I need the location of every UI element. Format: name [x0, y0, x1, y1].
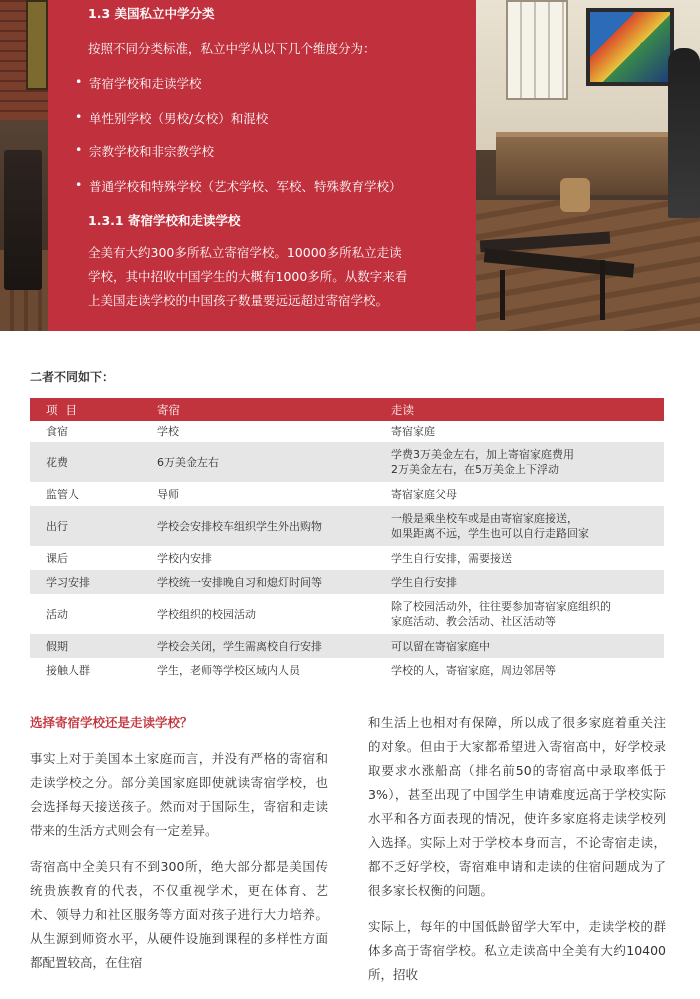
table-row — [30, 634, 664, 658]
cell-boarding: 学校组织的校园活动 — [157, 607, 256, 621]
cell-item: 食宿 — [46, 425, 68, 438]
cell-day: 学校的人，寄宿家庭，周边邻居等 — [391, 663, 556, 677]
cell-day: 学生自行安排，需要接送 — [391, 551, 512, 565]
photo-bench-leg — [500, 270, 505, 320]
table-row — [30, 421, 664, 442]
cell-item: 接触人群 — [46, 663, 90, 677]
header-day: 走读 — [375, 398, 664, 421]
cell-boarding: 学校会关闭，学生需离校自行安排 — [141, 634, 375, 658]
bullet-text: 单性别学校（男校/女校）和混校 — [89, 111, 269, 126]
hero-paragraph-line: 全美有大约300多所私立寄宿学校。10000多所私立走读 — [88, 245, 402, 260]
cell-day: 学费3万美金左右，加上寄宿家庭费用 2万美金左右，在5万美金上下浮动 — [375, 442, 664, 482]
cell-boarding: 6万美金左右 — [141, 442, 375, 482]
cell-boarding: 学校 — [157, 425, 179, 438]
cell-day: 寄宿家庭父母 — [391, 487, 457, 501]
photo-bench-leg — [600, 260, 605, 320]
article-left-column — [30, 711, 328, 987]
cell-item: 花费 — [30, 442, 141, 482]
table-row — [30, 442, 664, 482]
cell-day: 学生自行安排 — [375, 570, 664, 594]
photo-painting — [586, 8, 674, 86]
cell-day: 一般是乘坐校车或是由寄宿家庭接送， 如果距离不远，学生也可以自行走路回家 — [375, 506, 664, 546]
table-row — [30, 570, 664, 594]
header-item: 项目 — [30, 398, 141, 421]
cell-day: 可以留在寄宿家庭中 — [375, 634, 664, 658]
cell-boarding: 学校会安排校车组织学生外出购物 — [141, 506, 375, 546]
cell-boarding: 学生，老师等学校区域内人员 — [157, 663, 300, 677]
comparison-table — [30, 398, 664, 682]
photo-left-chair — [4, 150, 42, 290]
cell-day: 除了校园活动外，往往要参加寄宿家庭组织的 家庭活动、教会活动、社区活动等 — [391, 600, 611, 628]
cell-item: 监管人 — [46, 487, 79, 501]
bullet-item — [75, 142, 214, 160]
article-right-column — [368, 711, 666, 999]
hero-paragraph-line: 上美国走读学校的中国孩子数量要远远超过寄宿学校。 — [88, 293, 389, 308]
article-paragraph: 实际上，每年的中国低龄留学大军中，走读学校的群体多高于寄宿学校。私立走读高中全美有大约10400所，招收 — [368, 919, 666, 982]
table-row — [30, 506, 664, 546]
red-overlay-card — [48, 0, 476, 331]
bullet-item — [75, 177, 402, 195]
article-paragraph: 和生活上也相对有保障，所以成了很多家庭着重关注的对象。但由于大家都希望进入寄宿高中，好学校录取要求水涨船高（排名前50的寄宿高中录取率低于3%），甚至出现了中国学生申请难度远高于学校实际水平和各方面表现的情况，使许多家庭将走读学校列入选择。实际上对于学校本身而言，不论寄宿走读，都不乏好学校，寄宿难申请和走读的住宿问题成为了很多家长权衡的问题。 — [368, 715, 666, 898]
section-intro: 按照不同分类标准，私立中学从以下几个维度分为： — [88, 41, 376, 56]
cell-item: 出行 — [30, 506, 141, 546]
bullet-text: 宗教学校和非宗教学校 — [89, 144, 215, 159]
bullet-item — [75, 109, 268, 127]
table-row — [30, 658, 664, 682]
photo-left-artwork — [26, 0, 48, 90]
cell-boarding: 学校统一安排晚自习和熄灯时间等 — [141, 570, 375, 594]
article-paragraph: 寄宿高中全美只有不到300所，绝大部分都是美国传统贵族教育的代表，不仅重视学术，更在体育、艺术、领导力和社区服务等方面对孩子进行大力培养。从生源到师资水平，从硬件设施到课程的多样性方面都配置较高，在住宿 — [30, 859, 328, 970]
bullet-text: 寄宿学校和走读学校 — [89, 76, 202, 91]
cell-item: 学习安排 — [30, 570, 141, 594]
article-paragraph: 事实上对于美国本土家庭而言，并没有严格的寄宿和走读学校之分。部分美国家庭即使就读寄宿学校，也会选择每天接送孩子。然而对于国际生，寄宿和走读带来的生活方式则会有一定差异。 — [30, 751, 328, 838]
table-row — [30, 546, 664, 570]
cell-boarding: 学校内安排 — [157, 551, 212, 565]
article-question-heading: 选择寄宿学校还是走读学校？ — [30, 715, 193, 730]
cell-boarding: 导师 — [157, 487, 179, 501]
hero-paragraph — [88, 241, 443, 313]
cell-item: 活动 — [46, 607, 68, 621]
bullet-item — [75, 74, 202, 92]
table-row — [30, 594, 664, 634]
table-row — [30, 482, 664, 506]
photo-sculpture — [668, 48, 700, 218]
hero-photo — [0, 0, 700, 331]
sub-heading: 1.3.1 寄宿学校和走读学校 — [88, 213, 241, 228]
table-header-row — [30, 398, 664, 421]
cell-item: 假期 — [30, 634, 141, 658]
table-intro: 二者不同如下： — [30, 370, 115, 384]
hero-paragraph-line: 学校，其中招收中国学生的大概有1000多所。从数字来看 — [88, 269, 408, 284]
header-boarding: 寄宿 — [141, 398, 375, 421]
cell-item: 课后 — [46, 551, 68, 565]
photo-barrel — [560, 178, 590, 212]
bullet-text: 普通学校和特殊学校（艺术学校、军校、特殊教育学校） — [89, 179, 402, 194]
photo-window — [506, 0, 568, 100]
section-heading: 1.3 美国私立中学分类 — [88, 6, 215, 21]
cell-day: 寄宿家庭 — [391, 425, 435, 438]
